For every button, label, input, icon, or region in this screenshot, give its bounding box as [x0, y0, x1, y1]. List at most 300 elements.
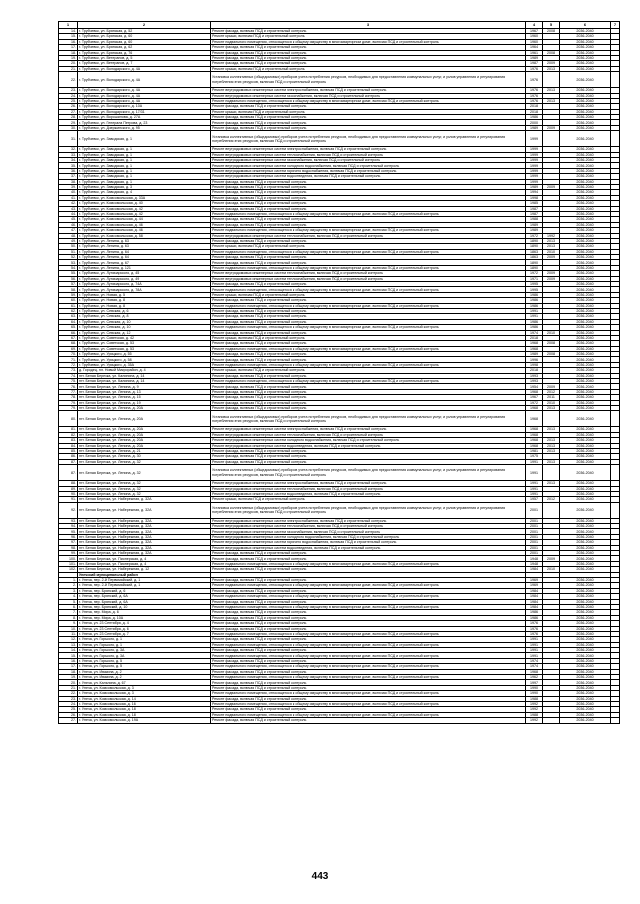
note-cell	[611, 411, 620, 427]
row-number-cell: 33.	[59, 152, 78, 157]
planned-period-cell: 2036-2040	[560, 454, 611, 459]
row-number-cell: 27.	[59, 718, 78, 723]
planned-period-cell: 2036-2040	[560, 72, 611, 88]
work-type-cell: Ремонт внутридомовых инженерных систем теплоснабжения, включая ПСД и строительный контроль	[211, 276, 526, 281]
address-cell: г. Унеча, пер. Мира, д. 10А	[78, 615, 211, 620]
header-cell: 3	[211, 22, 526, 29]
row-number-cell: 21.	[59, 66, 78, 71]
work-type-cell: Ремонт подвального помещения, относящегося к общему имуществу в многоквартирном доме, включая ПСД и строительный контроль	[211, 712, 526, 717]
build-year-cell: 1969	[526, 577, 543, 582]
work-type-cell: Ремонт внутридомовых инженерных систем электроснабжения, включая ПСД и строительный контроль	[211, 147, 526, 152]
address-cell: г. Трубчевск, ул. Ленина, д. 64	[78, 255, 211, 260]
row-number-cell: 61.	[59, 303, 78, 308]
address-cell: пгт. Белая Березка, ул. Набережная, д. 32А	[78, 518, 211, 523]
build-year-cell: 1961	[526, 50, 543, 55]
planned-period-cell: 2036-2040	[560, 701, 611, 706]
build-year-cell: 1986	[526, 303, 543, 308]
address-cell: г. Трубчевск, ул. Севская, д. 10	[78, 319, 211, 324]
planned-period-cell: 2036-2040	[560, 362, 611, 367]
address-cell: г. Трубчевск, ул. Володарского, д. 4А	[78, 93, 211, 98]
planned-period-cell: 2036-2040	[560, 626, 611, 631]
work-type-cell: Ремонт фасада, включая ПСД и строительный контроль	[211, 384, 526, 389]
row-number-cell: 3.	[59, 588, 78, 593]
planned-period-cell: 2036-2040	[560, 631, 611, 636]
planned-period-cell: 2036-2040	[560, 534, 611, 539]
work-type-cell: Ремонт подвального помещения, относящегося к общему имуществу в многоквартирном доме, включая ПСД и строительный контроль	[211, 287, 526, 292]
planned-period-cell: 2036-2040	[560, 228, 611, 233]
build-year-cell: 2001	[526, 529, 543, 534]
planned-period-cell: 2036-2040	[560, 50, 611, 55]
build-year-cell: 1999	[526, 168, 543, 173]
row-number-cell: 54.	[59, 265, 78, 270]
row-number-cell: 95.	[59, 529, 78, 534]
row-number-cell: 29.	[59, 120, 78, 125]
build-year-cell: 1968	[526, 438, 543, 443]
row-number-cell: 89.	[59, 486, 78, 491]
planned-period-cell: 2036-2040	[560, 610, 611, 615]
row-number-cell: 15.	[59, 653, 78, 658]
work-type-cell: Ремонт подвального помещения, относящегося к общему имуществу в многоквартирном доме, включая ПСД и строительный контроль	[211, 346, 526, 351]
row-number-cell: 28.	[59, 115, 78, 120]
address-cell: г. Трубчевск, ул. Заводская, д. 1	[78, 163, 211, 168]
planned-period-cell: 2036-2040	[560, 61, 611, 66]
planned-period-cell: 2036-2040	[560, 93, 611, 98]
note-cell	[611, 72, 620, 88]
work-type-cell: Ремонт подвального помещения, относящегося к общему имуществу в многоквартирном доме, включая ПСД и строительный контроль	[211, 379, 526, 384]
work-type-cell: Ремонт подвального помещения, относящегося к общему имуществу в многоквартирном доме, включая ПСД и строительный контроль	[211, 249, 526, 254]
row-number-cell: 19.	[59, 55, 78, 60]
header-cell: 5	[543, 22, 560, 29]
table-row	[59, 432, 620, 437]
work-type-cell: Ремонт подвального помещения, относящегося к общему имуществу в многоквартирном доме, включая ПСД и строительный контроль	[211, 98, 526, 103]
last-repair-year-cell: 2010	[543, 567, 560, 572]
row-number-cell: 25.	[59, 98, 78, 103]
planned-period-cell: 2036-2040	[560, 211, 611, 216]
row-number-cell: 77.	[59, 389, 78, 394]
row-number-cell: 19.	[59, 675, 78, 680]
row-number-cell: 21.	[59, 685, 78, 690]
build-year-cell: 1968	[526, 427, 543, 432]
address-cell: г. Трубчевск, ул. Урицкого, д. 58	[78, 357, 211, 362]
planned-period-cell: 2036-2040	[560, 125, 611, 130]
build-year-cell: 1863	[526, 255, 543, 260]
planned-period-cell: 2036-2040	[560, 190, 611, 195]
row-number-cell: 20.	[59, 61, 78, 66]
build-year-cell: 1962	[526, 675, 543, 680]
build-year-cell: 2001	[526, 502, 543, 518]
address-cell: г. Трубчевск, ул. Севская, д. 10	[78, 325, 211, 330]
table-row	[59, 427, 620, 432]
planned-period-cell: 2036-2040	[560, 691, 611, 696]
work-type-cell: Ремонт фасада, включая ПСД и строительный контроль	[211, 577, 526, 582]
address-cell: пгт. Белая Березка, ул. Набережная, д. 32А	[78, 524, 211, 529]
table-row	[59, 529, 620, 534]
row-number-cell: 58.	[59, 287, 78, 292]
address-cell: г. Трубчевск, ул. Володарского, д. 10А	[78, 104, 211, 109]
row-number-cell: 22.	[59, 691, 78, 696]
work-type-cell: Ремонт крыши, включая ПСД и строительный контроль	[211, 335, 526, 340]
address-cell: г. Трубчевск, ул. Брянская, д. 76	[78, 50, 211, 55]
work-type-cell: Ремонт крыши, включая ПСД и строительный контроль	[211, 66, 526, 71]
address-cell: г. Унеча, ул. Комсомольская, д. 16	[78, 701, 211, 706]
header-cell: 2	[78, 22, 211, 29]
address-cell: пгт. Белая Березка, ул. Ленина, д. 9	[78, 384, 211, 389]
build-year-cell: 1992	[526, 718, 543, 723]
last-repair-year-cell: 2013	[543, 459, 560, 464]
build-year-cell: 1968	[526, 341, 543, 346]
planned-period-cell: 2036-2040	[560, 292, 611, 297]
address-cell: г. Унеча, ул. Горького, д. 1	[78, 642, 211, 647]
planned-period-cell: 2036-2040	[560, 583, 611, 588]
work-type-cell: Ремонт фасада, включая ПСД и строительный контроль	[211, 718, 526, 723]
row-number-cell: 40.	[59, 190, 78, 195]
build-year-cell: 1989	[526, 228, 543, 233]
table-row	[59, 131, 620, 147]
build-year-cell: 1987	[526, 206, 543, 211]
last-repair-year-cell: 2008	[543, 352, 560, 357]
register-sheet	[58, 21, 619, 724]
header-cell: 4	[526, 22, 543, 29]
last-repair-year-cell: 2013	[543, 443, 560, 448]
row-number-cell: 46.	[59, 222, 78, 227]
planned-period-cell: 2036-2040	[560, 29, 611, 34]
address-cell: г. Трубчевск, ул. Луначарского, д. 45	[78, 271, 211, 276]
work-type-cell: Ремонт фасада, включая ПСД и строительный контроль	[211, 707, 526, 712]
work-type-cell: Ремонт подвального помещения, относящегося к общему имуществу в многоквартирном доме, включая ПСД и строительный контроль	[211, 325, 526, 330]
row-number-cell: 31.	[59, 131, 78, 147]
last-repair-year-cell: 2013	[543, 448, 560, 453]
work-type-cell: Ремонт внутридомовых инженерных систем водоотведения, включая ПСД и строительный контроль	[211, 174, 526, 179]
work-type-cell: Ремонт фасада, включая ПСД и строительный контроль	[211, 352, 526, 357]
build-year-cell: 1994	[526, 190, 543, 195]
build-year-cell: 1986	[526, 319, 543, 324]
last-repair-year-cell: 2010	[543, 330, 560, 335]
row-number-cell: 25.	[59, 707, 78, 712]
work-type-cell: Ремонт внутридомовых инженерных систем теплоснабжения, включая ПСД и строительный контроль	[211, 233, 526, 238]
work-type-cell: Ремонт фасада, включая ПСД и строительный контроль	[211, 448, 526, 453]
build-year-cell: 1967	[526, 395, 543, 400]
build-year-cell: 1968	[526, 432, 543, 437]
row-number-cell: 59.	[59, 292, 78, 297]
work-type-cell: Ремонт фасада, включая ПСД и строительный контроль	[211, 357, 526, 362]
table-row	[59, 545, 620, 550]
address-cell: г. Унеча, пер. 2-й Первомайский, д. 1	[78, 583, 211, 588]
address-cell: г. Унеча, ул. 23 Сентября, д. 7	[78, 631, 211, 636]
planned-period-cell: 2036-2040	[560, 260, 611, 265]
address-cell: г. Трубчевск, ул. Луначарского, д. 49	[78, 276, 211, 281]
build-year-cell: 1890	[526, 238, 543, 243]
build-year-cell: 1972	[526, 271, 543, 276]
last-repair-year-cell: 2009	[543, 384, 560, 389]
address-cell: г. Трубчевск, ул. Севская, д. 8	[78, 314, 211, 319]
build-year-cell: 1968	[526, 346, 543, 351]
work-type-cell: Ремонт подвального помещения, относящегося к общему имуществу в многоквартирном доме, включая ПСД и строительный контроль	[211, 701, 526, 706]
planned-period-cell: 2036-2040	[560, 551, 611, 556]
build-year-cell: 1991	[526, 648, 543, 653]
address-cell: г. Унеча, ул. Комсомольская, д. 14	[78, 696, 211, 701]
row-number-cell: 102.	[59, 567, 78, 572]
planned-period-cell: 2036-2040	[560, 39, 611, 44]
build-year-cell: 1976	[526, 72, 543, 88]
last-repair-year-cell: 1992	[543, 233, 560, 238]
work-type-cell: Ремонт фасада, включая ПСД и строительный контроль	[211, 696, 526, 701]
planned-period-cell: 2036-2040	[560, 604, 611, 609]
last-repair-year-cell: 2013	[543, 438, 560, 443]
table-body	[59, 29, 620, 724]
planned-period-cell: 2036-2040	[560, 303, 611, 308]
planned-period-cell: 2036-2040	[560, 486, 611, 491]
row-number-cell: 90.	[59, 491, 78, 496]
address-cell: г. Унеча, ул. Горького, д. 3А	[78, 653, 211, 658]
build-year-cell: 1991	[526, 491, 543, 496]
row-number-cell: 94.	[59, 524, 78, 529]
address-cell: пгт. Белая Березка, ул. Набережная, д. 32А	[78, 545, 211, 550]
planned-period-cell: 2036-2040	[560, 217, 611, 222]
last-repair-year-cell: 2009	[543, 125, 560, 130]
build-year-cell: 1986	[526, 298, 543, 303]
build-year-cell: 1975	[526, 454, 543, 459]
row-number-cell: 17.	[59, 45, 78, 50]
address-cell: г. Трубчевск, ул. Новая, д. 8	[78, 303, 211, 308]
build-year-cell: 1999	[526, 147, 543, 152]
table-row	[59, 438, 620, 443]
work-type-cell: Ремонт внутридомовых инженерных систем холодного водоснабжения, включая ПСД и строительный контроль	[211, 438, 526, 443]
build-year-cell: 1998	[526, 362, 543, 367]
row-number-cell: 41.	[59, 195, 78, 200]
address-cell: г. Трубчевск, ул. Комсомольская, д. 40	[78, 201, 211, 206]
work-type-cell: Ремонт подвального помещения, относящегося к общему имуществу в многоквартирном доме, включая ПСД и строительный контроль	[211, 303, 526, 308]
build-year-cell: 1999	[526, 158, 543, 163]
address-cell: д. Городец, пл. Новый Микрорайон, д. 4	[78, 368, 211, 373]
row-number-cell: 11.	[59, 631, 78, 636]
work-type-cell: Ремонт подвального помещения, относящегося к общему имуществу в многоквартирном доме, включая ПСД и строительный контроль	[211, 583, 526, 588]
planned-period-cell: 2036-2040	[560, 669, 611, 674]
last-repair-year-cell: 2009	[543, 271, 560, 276]
planned-period-cell: 2036-2040	[560, 314, 611, 319]
row-number-cell: 23.	[59, 696, 78, 701]
planned-period-cell: 2036-2040	[560, 395, 611, 400]
row-number-cell: 63.	[59, 314, 78, 319]
build-year-cell: 1991	[526, 637, 543, 642]
work-type-cell: Ремонт фасада, включая ПСД и строительный контроль	[211, 637, 526, 642]
address-cell: г. Трубчевск, ул. Луначарского, д. 78А	[78, 287, 211, 292]
planned-period-cell: 2036-2040	[560, 265, 611, 270]
work-type-cell: Ремонт внутридомовых инженерных систем электроснабжения, включая ПСД и строительный контроль	[211, 88, 526, 93]
planned-period-cell: 2036-2040	[560, 664, 611, 669]
build-year-cell: 1986	[526, 610, 543, 615]
build-year-cell: 1890	[526, 244, 543, 249]
build-year-cell: 1991	[526, 459, 543, 464]
last-repair-year-cell: 2009	[543, 61, 560, 66]
last-repair-year-cell: 2013	[543, 481, 560, 486]
work-type-cell: Ремонт внутридомовых инженерных систем водоотведения, включая ПСД и строительный контроль	[211, 491, 526, 496]
work-type-cell: Ремонт фасада, включая ПСД и строительный контроль	[211, 61, 526, 66]
build-year-cell: 1986	[526, 115, 543, 120]
work-type-cell: Ремонт внутридомовых инженерных систем теплоснабжения, включая ПСД и строительный контроль	[211, 432, 526, 437]
build-year-cell: 1974	[526, 658, 543, 663]
work-type-cell: Установка коллективных (общедомовых) приборов учета потребления ресурсов, необходимых для предоставления коммунальных услуг, и узлов управления и регулирования потребления этих ресурсов, включая ПСД и строительный контроль	[211, 131, 526, 147]
work-type-cell: Ремонт фасада, включая ПСД и строительный контроль	[211, 341, 526, 346]
planned-period-cell: 2036-2040	[560, 389, 611, 394]
row-number-cell: 1.	[59, 577, 78, 582]
work-type-cell: Ремонт подвального помещения, относящегося к общему имуществу в многоквартирном доме, включая ПСД и строительный контроль	[211, 675, 526, 680]
build-year-cell: 1976	[526, 98, 543, 103]
row-number-cell: 14.	[59, 648, 78, 653]
work-type-cell: Ремонт фасада, включая ПСД и строительный контроль	[211, 120, 526, 125]
address-cell: пгт. Белая Березка, ул. Набережная, д. 12	[78, 567, 211, 572]
work-type-cell: Ремонт фасада, включая ПСД и строительный контроль	[211, 556, 526, 561]
planned-period-cell: 2036-2040	[560, 55, 611, 60]
row-number-cell: 23.	[59, 88, 78, 93]
row-number-cell: 38.	[59, 179, 78, 184]
address-cell: пгт. Белая Березка, ул. Набережная, д. 32А	[78, 497, 211, 502]
address-cell: пгт. Белая Березка, ул. Ленина, д. 32	[78, 481, 211, 486]
row-number-cell: 44.	[59, 211, 78, 216]
row-number-cell: 6.	[59, 604, 78, 609]
address-cell: г. Трубчевск, ул. Заводская, д. 1	[78, 179, 211, 184]
row-number-cell: 99.	[59, 551, 78, 556]
build-year-cell: 1992	[526, 701, 543, 706]
work-type-cell: Ремонт фасада, включая ПСД и строительный контроль	[211, 454, 526, 459]
planned-period-cell: 2036-2040	[560, 594, 611, 599]
row-number-cell: 69.	[59, 346, 78, 351]
planned-period-cell: 2036-2040	[560, 368, 611, 373]
planned-period-cell: 2036-2040	[560, 615, 611, 620]
table-row	[59, 540, 620, 545]
planned-period-cell: 2036-2040	[560, 443, 611, 448]
address-cell: г. Трубчевск, ул. Комсомольская, д. 58	[78, 233, 211, 238]
page-number: 443	[311, 871, 329, 882]
planned-period-cell: 2036-2040	[560, 282, 611, 287]
build-year-cell: 1960	[526, 34, 543, 39]
planned-period-cell: 2036-2040	[560, 249, 611, 254]
build-year-cell: 1967	[526, 29, 543, 34]
last-repair-year-cell: 2009	[543, 556, 560, 561]
row-number-cell: 57.	[59, 282, 78, 287]
address-cell: г. Трубчевск, ул. Брянская, д. 62	[78, 45, 211, 50]
build-year-cell: 2000	[526, 120, 543, 125]
planned-period-cell: 2036-2040	[560, 567, 611, 572]
planned-period-cell: 2036-2040	[560, 179, 611, 184]
work-type-cell: Ремонт фасада, включая ПСД и строительный контроль	[211, 615, 526, 620]
row-number-cell: 36.	[59, 168, 78, 173]
row-number-cell: 42.	[59, 201, 78, 206]
planned-period-cell: 2036-2040	[560, 373, 611, 378]
work-type-cell: Ремонт крыши, включая ПСД и строительный контроль	[211, 244, 526, 249]
last-repair-year-cell	[543, 72, 560, 88]
work-type-cell: Установка коллективных (общедомовых) приборов учета потребления ресурсов, необходимых для предоставления коммунальных услуг, и узлов управления и регулирования потребления этих ресурсов, включая ПСД и строительный контроль	[211, 502, 526, 518]
build-year-cell: 1954	[526, 384, 543, 389]
work-type-cell: Ремонт внутридомовых инженерных систем водоотведения, включая ПСД и строительный контроль	[211, 545, 526, 550]
build-year-cell: 1968	[526, 411, 543, 427]
address-cell: г. Трубчевск, ул. Комсомольская, д. 46	[78, 228, 211, 233]
work-type-cell: Ремонт фасада, включая ПСД и строительный контроль	[211, 395, 526, 400]
note-cell	[611, 465, 620, 481]
build-year-cell: 1960	[526, 39, 543, 44]
build-year-cell: 2001	[526, 551, 543, 556]
work-type-cell: Ремонт фасада, включая ПСД и строительный контроль	[211, 400, 526, 405]
address-cell: г. Трубчевск, ул. Володарского, д. 4А	[78, 72, 211, 88]
work-type-cell: Ремонт фасада, включая ПСД и строительный контроль	[211, 190, 526, 195]
build-year-cell: 2001	[526, 524, 543, 529]
row-number-cell: 79.	[59, 400, 78, 405]
work-type-cell: Ремонт крыши, включая ПСД и строительный контроль	[211, 497, 526, 502]
table-row	[59, 72, 620, 88]
address-cell: г. Унеча, ул. Комсомольская, д. 18	[78, 707, 211, 712]
work-type-cell: Ремонт подвального помещения, относящегося к общему имуществу в многоквартирном доме, включая ПСД и строительный контроль	[211, 691, 526, 696]
address-cell: г. Трубчевск, ул. Урицкого, д. 35А	[78, 362, 211, 367]
last-repair-year-cell: 2009	[543, 255, 560, 260]
planned-period-cell: 2036-2040	[560, 491, 611, 496]
table-row	[59, 534, 620, 539]
row-number-cell: 67.	[59, 335, 78, 340]
build-year-cell: 1988	[526, 696, 543, 701]
row-number-cell: 7.	[59, 610, 78, 615]
row-number-cell: 12.	[59, 637, 78, 642]
row-number-cell: 91.	[59, 497, 78, 502]
address-cell: г. Трубчевск, ул. Ленина, д. 63	[78, 244, 211, 249]
build-year-cell: 1991	[526, 653, 543, 658]
build-year-cell: 1993	[526, 373, 543, 378]
row-number-cell: 22.	[59, 72, 78, 88]
row-number-cell: 32.	[59, 147, 78, 152]
work-type-cell: Ремонт фасада, включая ПСД и строительный контроль	[211, 222, 526, 227]
row-number-cell: 26.	[59, 712, 78, 717]
row-number-cell: 51.	[59, 249, 78, 254]
work-type-cell: Ремонт подвального помещения, относящегося к общему имуществу в многоквартирном доме, включая ПСД и строительный контроль	[211, 265, 526, 270]
work-type-cell: Ремонт крыши, включая ПСД и строительный контроль	[211, 109, 526, 114]
planned-period-cell: 2036-2040	[560, 648, 611, 653]
planned-period-cell: 2036-2040	[560, 184, 611, 189]
work-type-cell: Ремонт внутридомовых инженерных систем теплоснабжения, включая ПСД и строительный контроль	[211, 152, 526, 157]
row-number-cell: 68.	[59, 341, 78, 346]
planned-period-cell: 2036-2040	[560, 556, 611, 561]
work-type-cell: Ремонт крыши, включая ПСД и строительный контроль	[211, 34, 526, 39]
address-cell: пгт. Белая Березка, ул. Ленина, д. 19	[78, 400, 211, 405]
row-number-cell: 24.	[59, 701, 78, 706]
build-year-cell: 1976	[526, 93, 543, 98]
row-number-cell: 8.	[59, 615, 78, 620]
address-cell: Унечский муниципальный район	[78, 572, 211, 577]
planned-period-cell: 2036-2040	[560, 158, 611, 163]
address-cell: пгт. Белая Березка, ул. Ленина, д. 32	[78, 486, 211, 491]
build-year-cell: 1957	[526, 497, 543, 502]
work-type-cell: Ремонт подвального помещения, относящегося к общему имуществу в многоквартирном доме, включая ПСД и строительный контроль	[211, 362, 526, 367]
row-number-cell: 98.	[59, 545, 78, 550]
table-row	[59, 443, 620, 448]
work-type-cell: Ремонт внутридомовых инженерных систем электроснабжения, включая ПСД и строительный контроль	[211, 481, 526, 486]
planned-period-cell: 2036-2040	[560, 168, 611, 173]
address-cell: г. Трубчевск, ул. Советская, д. 42	[78, 335, 211, 340]
planned-period-cell: 2036-2040	[560, 233, 611, 238]
address-cell: г. Унеча, ул. Горького, д. 1	[78, 637, 211, 642]
last-repair-year-cell: 2013	[543, 98, 560, 103]
address-cell: г. Унеча, ул. Кальнина, д. 67	[78, 680, 211, 685]
address-cell: пгт. Белая Березка, ул. Набережная, д. 32А	[78, 502, 211, 518]
work-type-cell: Ремонт фасада, включая ПСД и строительный контроль	[211, 206, 526, 211]
address-cell: г. Унеча, ул. Комсомольская, д. 18	[78, 712, 211, 717]
note-cell	[611, 131, 620, 147]
address-cell: г. Трубчевск, ул. Новая, д. 5	[78, 292, 211, 297]
address-cell: г. Унеча, ул. Ивакина, д. 2	[78, 675, 211, 680]
planned-period-cell: 2036-2040	[560, 658, 611, 663]
table-row	[59, 411, 620, 427]
planned-period-cell: 2036-2040	[560, 465, 611, 481]
build-year-cell: 1988	[526, 217, 543, 222]
table-row	[59, 561, 620, 566]
last-repair-year-cell	[543, 502, 560, 518]
build-year-cell: 1989	[526, 125, 543, 130]
